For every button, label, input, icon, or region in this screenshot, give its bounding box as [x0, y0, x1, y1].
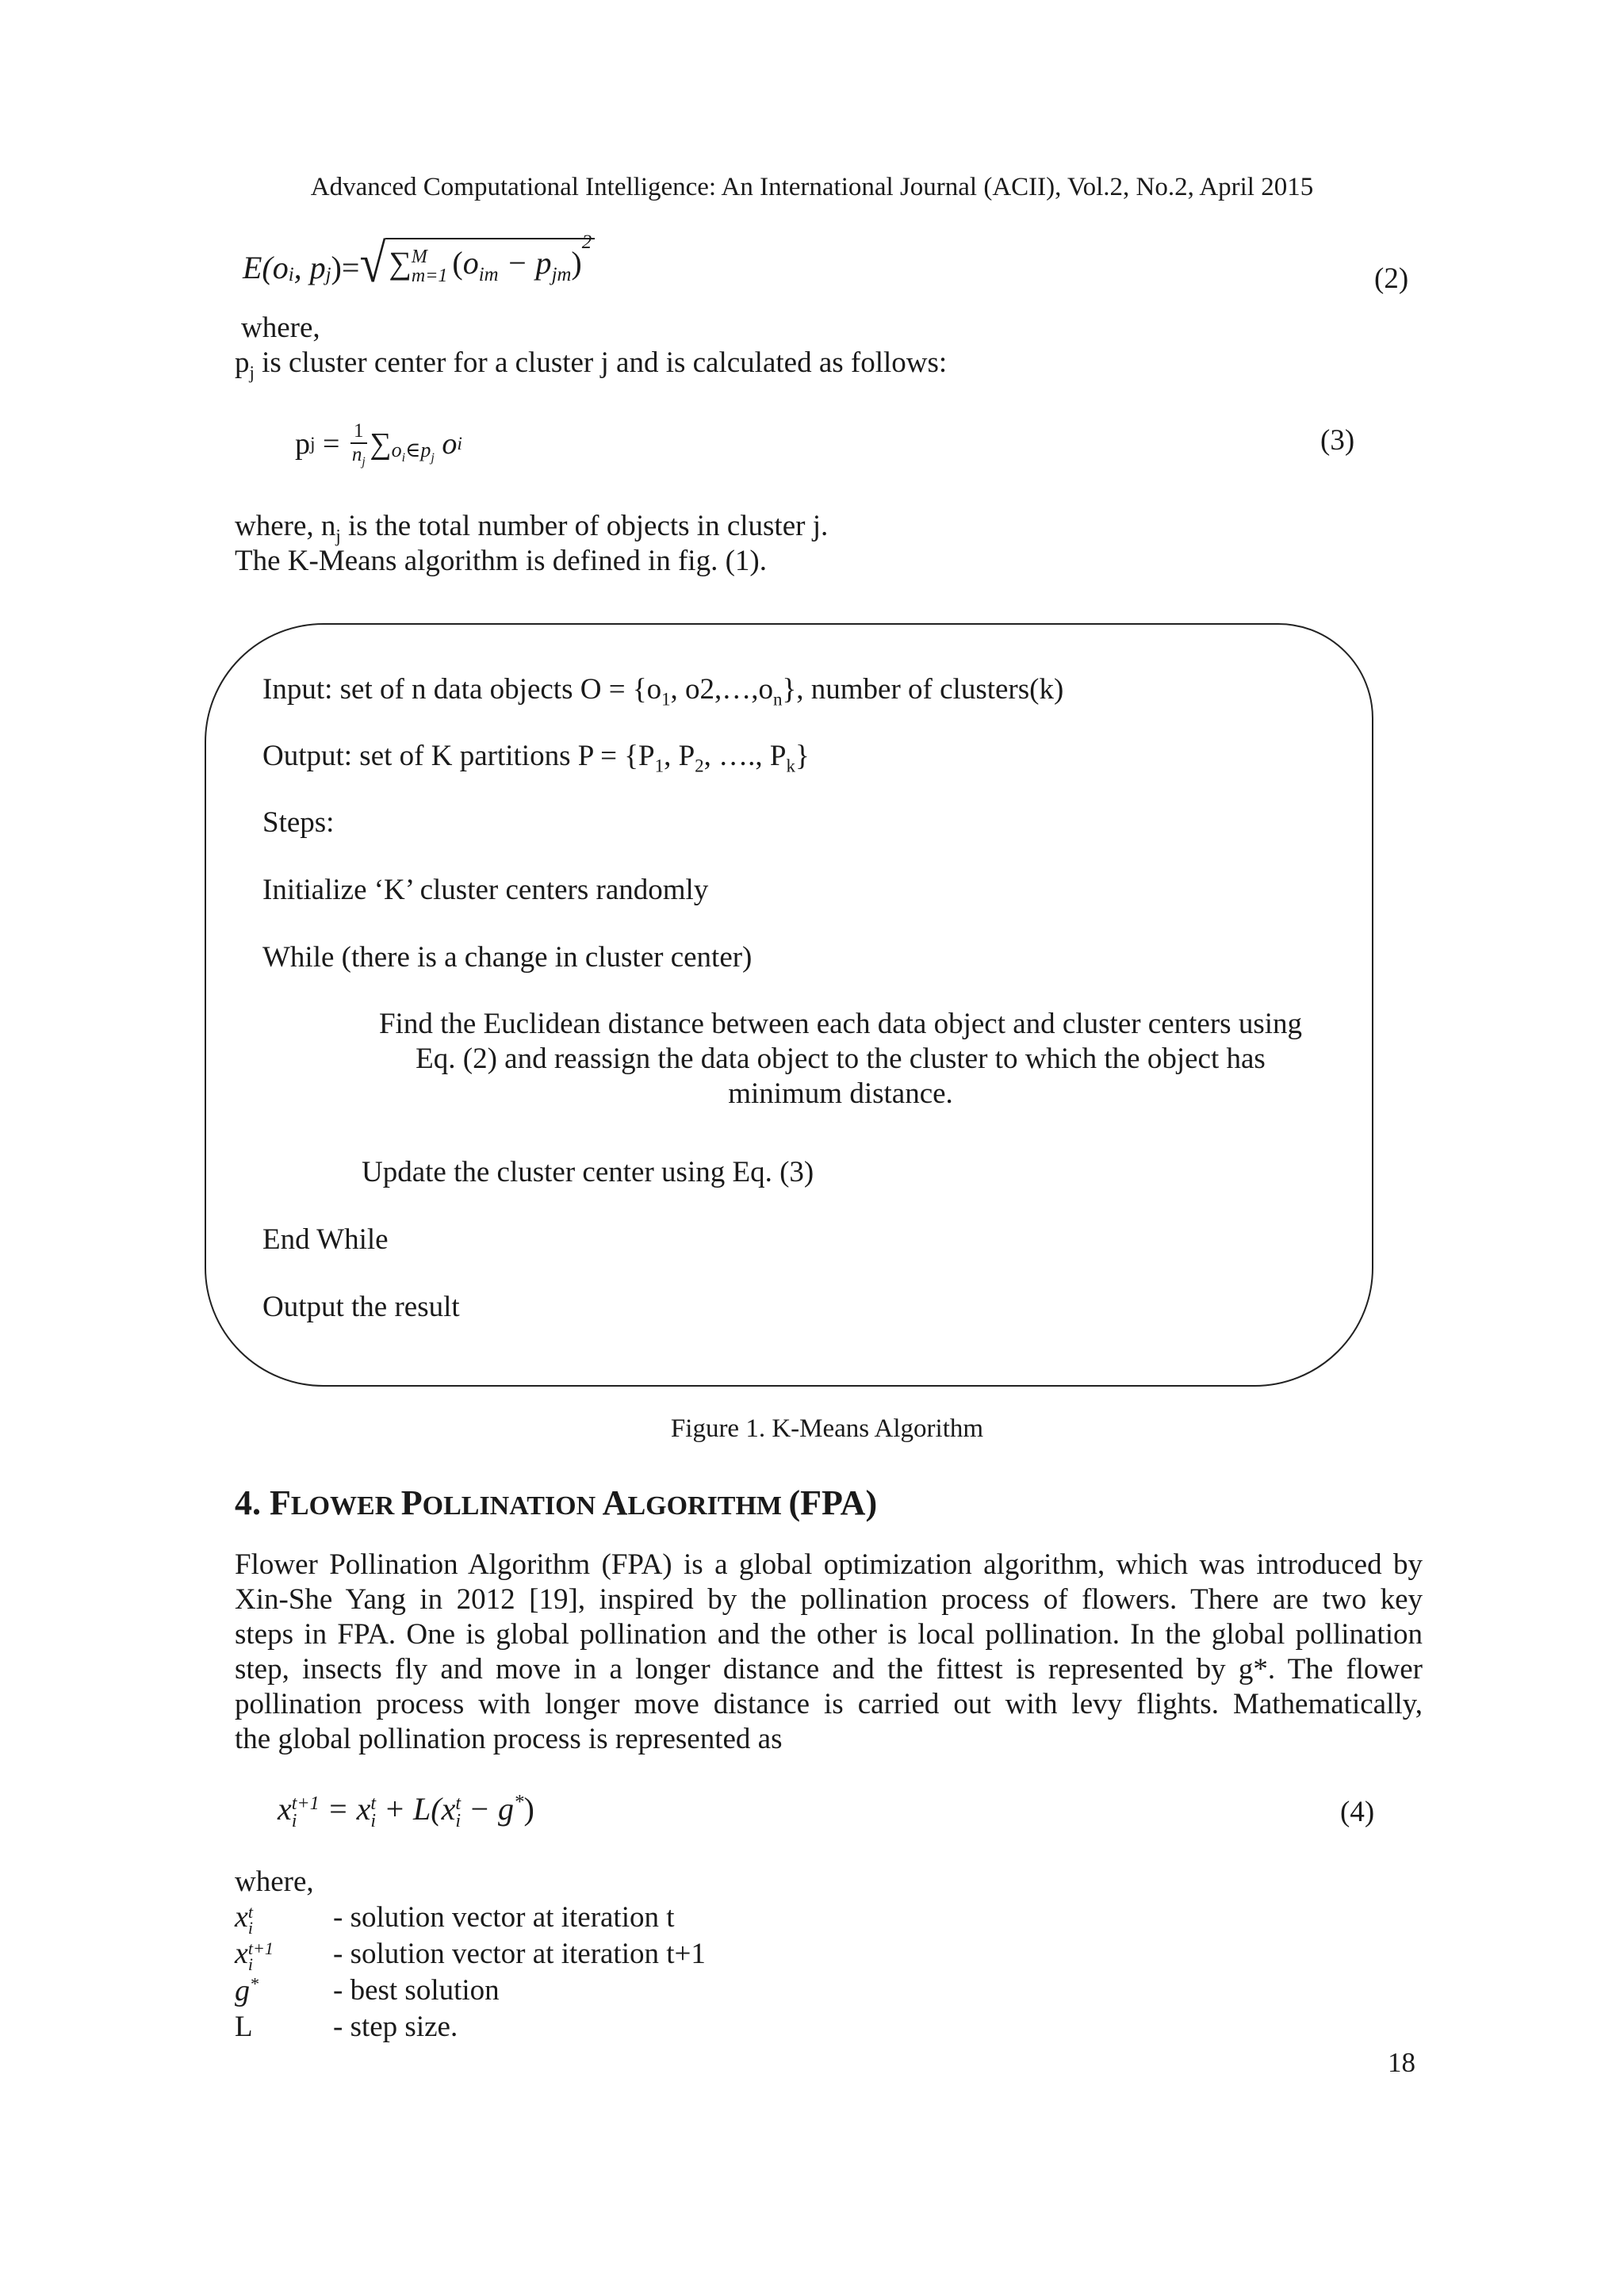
equation-2: E(o $_i$ , p $_j$ )= √ ∑ M m=1 $(o_{im} - p_{jm})^2$	[243, 238, 595, 286]
where-label-2: where,	[235, 1866, 314, 1898]
fpa-paragraph	[235, 1548, 1423, 1757]
algo-steps: Steps:	[262, 806, 335, 839]
algo-find-step	[333, 1007, 1348, 1112]
equation-4: x t+1 i = x t i + L(x t i − g*)	[278, 1791, 534, 1831]
nj-definition: where, $n_j$ is the total number of objects in cluster j.	[235, 510, 829, 546]
fraction: $\frac{1}{n_j}$	[351, 420, 366, 469]
square-root: √ ∑ M m=1 $(o_{im} - p_{jm})^2$	[359, 238, 595, 286]
definition-row: x t+1 i - solution vector at iteration t+1	[235, 1937, 706, 1974]
paragraph-line: step, insects fly and move in a longer distance and the fittest is represented by g*. The flower	[235, 1653, 1423, 1686]
algo-find-line-1: Find the Euclidean distance between each data object and cluster centers using	[378, 1008, 1303, 1040]
algo-init: Initialize ‘K’ cluster centers randomly	[262, 874, 709, 906]
paragraph-line: Xin-She Yang in 2012 [19], inspired by the pollination process of flowers. There are two key	[235, 1583, 1423, 1616]
section-heading: 4. FLOWER POLLINATION ALGORITHM (FPA)	[235, 1483, 878, 1522]
algo-input: Input: set of n data objects $O = \{o_1$, $o2,\dots,o_n$}, number of clusters(k)	[262, 673, 1064, 710]
paragraph-line: Flower Pollination Algorithm (FPA) is a global optimization algorithm, which was introduced by	[235, 1548, 1423, 1581]
figure-caption: Figure 1. K-Means Algorithm	[670, 1414, 984, 1443]
definitions-list	[235, 1900, 706, 2045]
definition-row: x t i - solution vector at iteration t	[235, 1900, 675, 1938]
equation-2-number: (2)	[1374, 262, 1409, 295]
algo-update: Update the cluster center using Eq. (3)	[362, 1156, 814, 1188]
algo-while: While (there is a change in cluster center)	[262, 941, 753, 974]
algo-find-line-2: Eq. (2) and reassign the data object to the cluster to which the object has	[416, 1043, 1266, 1075]
equation-3: p j = $\frac{1}{n_j}$ ∑ $o_i\in p_j$ o i	[295, 420, 462, 469]
algo-endwhile: End While	[262, 1223, 389, 1256]
where-label-1: where,	[241, 312, 320, 344]
definition-row: L - step size.	[235, 2011, 458, 2043]
cluster-center-definition: $p_j$ is cluster center for a cluster j and is calculated as follows:	[235, 346, 948, 383]
paragraph-line: the global pollination process is represented as	[235, 1723, 783, 1755]
paragraph-line: steps in FPA. One is global pollination and the other is local pollination. In the global pollination	[235, 1618, 1423, 1651]
definition-row: g* - best solution	[235, 1973, 500, 2007]
running-header: Advanced Computational Intelligence: An International Journal (ACII), Vol.2, No.2, April 2015	[310, 173, 1314, 201]
paragraph-line: pollination process with longer move distance is carried out with levy flights. Mathematically,	[235, 1688, 1423, 1720]
kmeans-reference: The K-Means algorithm is defined in fig. (1).	[235, 545, 767, 577]
page-number: 18	[1388, 2047, 1415, 2078]
equation-3-number: (3)	[1320, 424, 1355, 457]
algo-output: Output: set of K partitions $P = \{P_1$, $P_2$, …., $P_k$}	[262, 740, 810, 776]
algo-find-line-3: minimum distance.	[728, 1077, 953, 1110]
algo-result: Output the result	[262, 1291, 460, 1323]
algorithm-box	[205, 623, 1373, 1387]
equation-4-number: (4)	[1340, 1796, 1375, 1828]
